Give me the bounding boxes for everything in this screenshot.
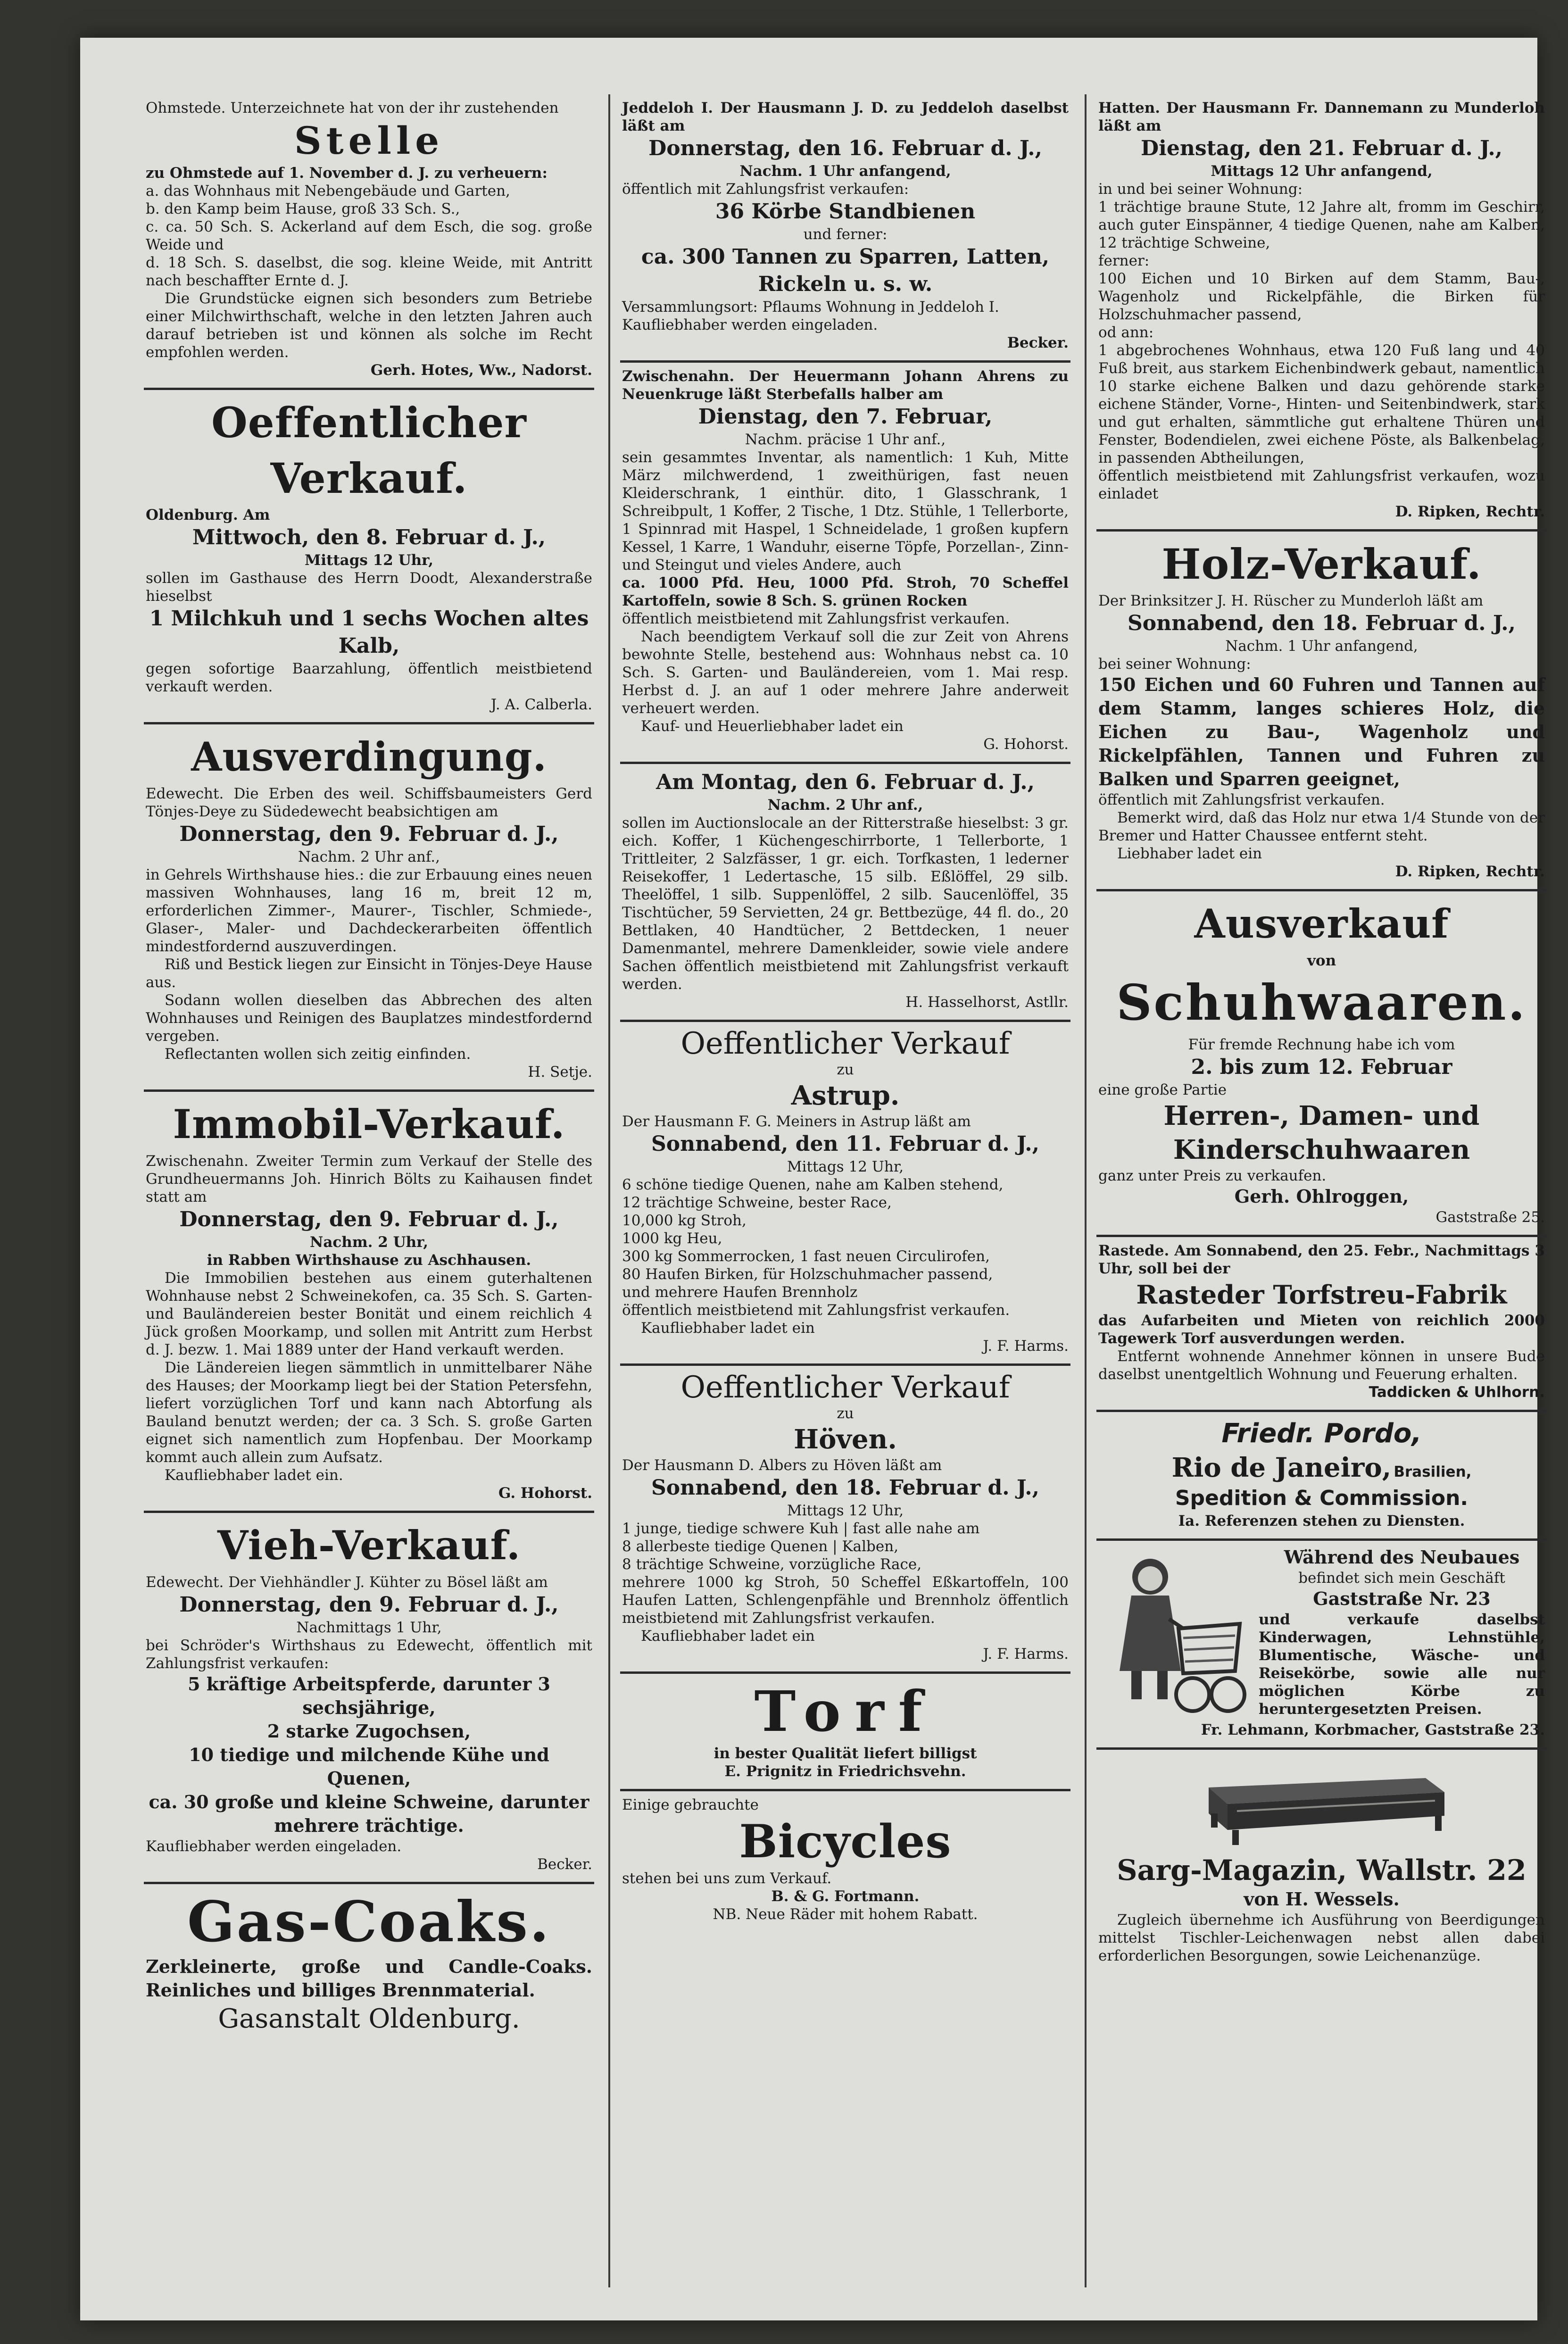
ad-text: Sodann wollen dieselben das Abbrechen des alten Wohnhauses und Reinigen des Bauplatzes mindestfordernd vergeben.	[146, 992, 592, 1045]
ad-date: Dienstag, den 7. Februar,	[698, 405, 993, 429]
ad-headline: Holz-Verkauf.	[1161, 540, 1482, 589]
list-item: 5 kräftige Arbeitspferde, darunter 3 sechsjährige,	[188, 1673, 550, 1718]
ad-time: Nachm. 2 Uhr anf.,	[767, 797, 923, 814]
ad-ausverkauf-schuhwaaren	[1096, 891, 1547, 1237]
ad-text: das Aufarbeiten und Mieten von reichlich 2000 Tagewerk Torf ausverdungen werden.	[1098, 1312, 1545, 1347]
ad-country: Brasilien,	[1394, 1463, 1472, 1480]
ad-text: befindet sich mein Geschäft	[1298, 1570, 1505, 1587]
child-with-pram-illustration	[1098, 1548, 1249, 1718]
ad-headline: Oeffentlicher Verkauf	[680, 1370, 1010, 1405]
ad-text: Jeddeloh I. Der Hausmann J. D. zu Jeddeloh daselbst läßt am	[622, 100, 1069, 134]
ad-text: Zugleich übernehme ich Ausführung von Beerdigungen mittelst Tischler-Leichenwagen nebst allen dabei erforderlichen Besorgungen, sowie Leichenanzüge.	[1098, 1912, 1545, 1964]
ad-signature: H. Setje.	[528, 1064, 592, 1081]
ad-text: Kauf- und Heuerliebhaber ladet ein	[641, 718, 904, 735]
ad-holz-verkauf	[1096, 532, 1547, 891]
ad-text: Kaufliebhaber ladet ein	[641, 1628, 815, 1645]
ad-place: Höven.	[794, 1424, 897, 1455]
list-item: 12 trächtige Schweine, bester Race,	[622, 1194, 892, 1211]
ad-signature: H. Hasselhorst, Astllr.	[905, 994, 1069, 1011]
list-item: 10,000 kg Stroh,	[622, 1212, 747, 1229]
ad-date: Donnerstag, den 16. Februar d. J.,	[648, 136, 1042, 160]
ad-text: Kaufliebhaber werden eingeladen.	[622, 316, 878, 333]
list-item: 6 schöne tiedige Quenen, nahe am Kalben stehend,	[622, 1176, 1004, 1193]
ad-bicycles	[620, 1791, 1070, 1932]
ad-signature: G. Hohorst.	[983, 736, 1069, 753]
ad-headline: Oeffentlicher Verkauf.	[211, 398, 527, 503]
ad-text: Zerkleinerte, große und Candle-Coaks. Reinliches und billiges Brennmaterial.	[146, 1956, 592, 2001]
ad-text: sollen im Gasthause des Herrn Doodt, Alexanderstraße hieselbst	[146, 570, 592, 605]
ad-stelle-ohmstede	[144, 94, 594, 390]
ad-text: Riß und Bestick liegen zur Einsicht in Tönjes-Deye Hause aus.	[146, 956, 592, 991]
ad-headline: Schuhwaaren.	[1116, 973, 1527, 1031]
ad-date: Sonnabend, den 11. Februar d. J.,	[651, 1132, 1039, 1156]
list-item: 80 Haufen Birken, für Holzschuhmacher passend,	[622, 1266, 993, 1283]
ad-date: 2. bis zum 12. Februar	[1191, 1055, 1452, 1079]
ad-time: Mittags 12 Uhr anfangend,	[1211, 163, 1433, 180]
ad-headline: Stelle	[294, 118, 444, 163]
ad-signature: Gerh. Hotes, Ww., Nadorst.	[370, 362, 592, 379]
ad-date: Donnerstag, den 9. Februar d. J.,	[179, 1593, 559, 1617]
ad-jeddeloh-bienen	[620, 94, 1070, 363]
column-right	[1096, 94, 1547, 2287]
ad-signature: Becker.	[1007, 334, 1069, 351]
list-item: ca. 30 große und kleine Schweine, darunter mehrere trächtige.	[149, 1791, 589, 1836]
ad-highlight: Herren-, Damen- und Kinderschuhwaaren	[1163, 1100, 1480, 1165]
ad-signature: Gasanstalt Oldenburg.	[218, 2003, 520, 2034]
ad-place: Astrup.	[791, 1080, 900, 1111]
ad-text: gegen sofortige Baarzahlung, öffentlich meistbietend verkauft werden.	[146, 660, 592, 695]
ad-pordo-rio	[1096, 1412, 1547, 1541]
ad-headline: Ausverdingung.	[191, 733, 547, 780]
ad-text: Der Hausmann F. G. Meiners in Astrup läßt am	[622, 1113, 971, 1130]
ad-text: Edewecht. Die Erben des weil. Schiffsbaumeisters Gerd Tönjes-Deye zu Südedewecht beabsichtigen am	[146, 785, 592, 820]
ad-signature: B. & G. Fortmann.	[771, 1888, 920, 1905]
ad-date: Dienstag, den 21. Februar d. J.,	[1140, 136, 1502, 160]
ad-text: Ia. Referenzen stehen zu Diensten.	[1178, 1513, 1465, 1529]
ad-verkauf-hoeven	[620, 1366, 1070, 1674]
ad-text: Kaufliebhaber werden eingeladen.	[146, 1838, 402, 1855]
ad-gas-coaks	[144, 1884, 594, 2045]
list-item: 1 junge, tiedige schwere Kuh | fast alle nahe am	[622, 1520, 980, 1537]
ad-ausverdingung	[144, 724, 594, 1092]
ad-text: öffentlich mit Zahlungsfrist verkaufen.	[1098, 791, 1385, 808]
ad-sarg-magazin	[1096, 1750, 1547, 1973]
ad-text: Spedition & Commission.	[1175, 1486, 1468, 1510]
ad-auction-ritterstrasse	[620, 764, 1070, 1022]
ad-headline: Rasteder Torfstreu-Fabrik	[1136, 1280, 1507, 1310]
ad-text: Versammlungsort: Pflaums Wohnung in Jeddeloh I.	[622, 299, 999, 316]
ad-lehmann-korbmacher	[1096, 1541, 1547, 1750]
ad-time: Nachm. 2 Uhr,	[309, 1234, 429, 1251]
ad-date: Donnerstag, den 9. Februar d. J.,	[179, 1207, 559, 1231]
ad-name: Friedr. Pordo,	[1221, 1418, 1422, 1449]
ad-signature: J. F. Harms.	[983, 1338, 1069, 1355]
ad-text: Oldenburg. Am	[146, 507, 270, 524]
ad-text: öffentlich meistbietend mit Zahlungsfrist verkaufen.	[622, 1302, 1010, 1319]
ad-signature: D. Ripken, Rechtr.	[1395, 503, 1545, 520]
ad-headline: Immobil-Verkauf.	[173, 1101, 565, 1147]
ad-time: Nachm. 2 Uhr anf.,	[298, 848, 440, 865]
list-item: d. 18 Sch. S. daselbst, die sog. kleine Weide, mit Antritt nach beschaffter Ernte d. J.	[146, 254, 592, 289]
ad-text: Kaufliebhaber ladet ein.	[165, 1467, 343, 1484]
ad-rasteder-torfstreu	[1096, 1237, 1547, 1412]
coffin-illustration	[1190, 1759, 1454, 1849]
ad-torf	[620, 1674, 1070, 1791]
ad-hatten-dannemann	[1096, 94, 1547, 532]
ad-headline: Während des Neubaues	[1284, 1546, 1520, 1568]
ad-time: Mittags 12 Uhr,	[787, 1502, 904, 1519]
ad-text: Entfernt wohnende Annehmer können in unsere Bude daselbst unentgeltlich Wohnung und Feuerung erhalten.	[1098, 1348, 1545, 1383]
ad-text: in bester Qualität liefert billigst	[713, 1745, 977, 1762]
ad-text: öffentlich mit Zahlungsfrist verkaufen:	[622, 181, 909, 198]
ad-text: Zwischenahn. Zweiter Termin zum Verkauf der Stelle des Grundheuermanns Joh. Hinrich Bölts zu Kaihausen findet statt am	[146, 1153, 592, 1205]
ad-text: Zwischenahn. Der Heuermann Johann Ahrens zu Neuenkruge läßt Sterbefalls halber am	[622, 368, 1069, 403]
ad-address: Gaststraße 25.	[1435, 1209, 1545, 1226]
ad-date: Mittwoch, den 8. Februar d. J.,	[192, 525, 546, 549]
ad-text: Die Grundstücke eignen sich besonders zum Betriebe einer Milchwirthschaft, welche in den letzten Jahren auch darauf betrieben ist und können als solche im Recht empfohlen werden.	[146, 290, 592, 361]
ad-text: und ferner:	[803, 226, 888, 243]
ad-time: Mittags 12 Uhr,	[304, 552, 434, 569]
ad-text: 100 Eichen und 10 Birken auf dem Stamm, Bau-, Wagenholz und Rickelpfähle, die Birken für Holzschuhmacher passend,	[1098, 270, 1545, 323]
ad-text: von H. Wessels.	[1244, 1888, 1400, 1910]
ad-text: Einige gebrauchte	[622, 1796, 759, 1813]
list-item: 2 starke Zugochsen,	[267, 1721, 471, 1742]
ad-city: Rio de Janeiro,	[1171, 1452, 1392, 1483]
ad-text: ganz unter Preis zu verkaufen.	[1098, 1167, 1327, 1184]
ad-headline: Sarg-Magazin, Wallstr. 22	[1117, 1854, 1527, 1887]
ad-text: öffentlich meistbietend mit Zahlungsfrist verkaufen, wozu einladet	[1098, 467, 1545, 502]
ad-time: Mittags 12 Uhr,	[787, 1158, 904, 1175]
ad-text: von	[1307, 952, 1336, 969]
ad-text: in Gehrels Wirthshause hies.: die zur Erbauung eines neuen massiven Wohnhauses, lang 16 m, breit 12 m, erforderlichen Zimmer-, Maurer-, Tischler, Schmiede-, Glaser-, Maler- und Dachdeckerarbeiten öffentlich mindestfordernd auszuverdingen.	[146, 866, 592, 955]
list-item: b. den Kamp beim Hause, groß 33 Sch. S.,	[146, 200, 460, 217]
ad-highlight: 1 Milchkuh und 1 sechs Wochen altes Kalb,	[149, 607, 589, 658]
ad-date: Am Montag, den 6. Februar d. J.,	[656, 770, 1035, 794]
ad-date: Sonnabend, den 18. Februar d. J.,	[1128, 611, 1516, 635]
ad-signature: G. Hohorst.	[498, 1485, 592, 1502]
ad-headline: Ausverkauf	[1194, 900, 1449, 947]
ad-text: mehrere 1000 kg Stroh, 50 Scheffel Eßkartoffeln, 100 Haufen Latten, Schlengenpfähle und Brennholz öffentlich meistbietend mit Zahlungsfrist verkaufen.	[622, 1574, 1069, 1627]
ad-headline: Bicycles	[739, 1815, 952, 1868]
ad-text: Bemerkt wird, daß das Holz nur etwa 1/4 Stunde von der Bremer und Hatter Chaussee entfernt steht.	[1098, 809, 1545, 844]
ad-text: Die Immobilien bestehen aus einem guterhaltenen Wohnhause nebst 2 Schweinekofen, ca. 35 Sch. S. Garten- und Bauländereien bester Bonität und einem reichlich 4 Jück großen Moorkamp, und sollen mit Antritt zum Herbst d. J. bezw. 1. Mai 1889 unter der Hand verkauft werden.	[146, 1270, 592, 1358]
ad-signature: Gerh. Ohlroggen,	[1234, 1186, 1409, 1207]
ad-oeffentlicher-verkauf-oldenburg	[144, 390, 594, 724]
ad-verkauf-astrup	[620, 1022, 1070, 1366]
ad-time: Nachmittags 1 Uhr,	[296, 1619, 442, 1636]
ad-signature: D. Ripken, Rechtr.	[1395, 863, 1545, 880]
column-divider	[1085, 94, 1087, 2287]
list-item: 8 allerbeste tiedige Quenen | Kalben,	[622, 1538, 899, 1555]
ad-zwischenahn-inventar	[620, 363, 1070, 764]
ad-intro: Ohmstede. Unterzeichnete hat von der ihr zustehenden	[146, 100, 559, 116]
column-middle	[620, 94, 1070, 2287]
ad-text: 1 trächtige braune Stute, 12 Jahre alt, fromm im Geschirr, auch guter Einspänner, 4 tiedige Quenen, nahe am Kalben, 12 trächtige Schweine,	[1098, 199, 1545, 251]
ad-highlight: 36 Körbe Standbienen	[715, 199, 976, 224]
ad-time: Nachm. 1 Uhr anfangend,	[1225, 638, 1418, 655]
ad-text: ferner:	[1098, 252, 1150, 269]
ad-date: Donnerstag, den 9. Februar d. J.,	[179, 822, 559, 846]
ad-highlight: 150 Eichen und 60 Fuhren und Tannen auf dem Stamm, langes schieres Holz, die Eichen zu Bau-, Wagenholz und Rickelpfählen, Tannen und Fuhren zu Balken und Sparren geeignet,	[1098, 674, 1545, 790]
ad-text: Für fremde Rechnung habe ich vom	[1188, 1036, 1455, 1053]
ad-text: Reflectanten wollen sich zeitig einfinden.	[165, 1046, 471, 1063]
list-item: 10 tiedige und milchende Kühe und Quenen,	[189, 1744, 549, 1789]
ad-text: bei Schröder's Wirthshaus zu Edewecht, öffentlich mit Zahlungsfrist verkaufen:	[146, 1637, 592, 1672]
ad-text: Edewecht. Der Viehhändler J. Kühter zu Bösel läßt am	[146, 1574, 548, 1591]
ad-text: Rastede. Am Sonnabend, den 25. Febr., Nachmittags 3 Uhr, soll bei der	[1098, 1242, 1545, 1277]
ad-signature: Taddicken & Uhlhorn.	[1369, 1384, 1545, 1401]
ad-text: Kaufliebhaber ladet ein	[641, 1320, 815, 1337]
ad-text: sollen im Auctionslocale an der Ritterstraße hieselbst: 3 gr. eich. Koffer, 1 Küchengeschirrborte, 1 Tellerborte, 1 Trittleiter, 2 Salzfässer, 1 gr. eich. Torfkasten, 1 lederner Reisekoffer, 1 Ledertasche, 15 silb. Eßlöffel, 29 silb. Theelöffel, 1 silb. Suppenlöffel, 2 silb. Saucenlöffel, 35 Tischtücher, 59 Servietten, 24 gr. Bettbezüge, 44 fl. do., 20 Bettlaken, 40 Handtücher, 2 Bettdecken, 1 neuer Damenmantel, mehrere Damenkleider, sowie viele andere Sachen öffentlich meistbietend mit Zahlungsfrist verkauft werden.	[622, 815, 1069, 993]
ad-highlight: ca. 1000 Pfd. Heu, 1000 Pfd. Stroh, 70 Scheffel Kartoffeln, sowie 8 Sch. S. grünen Rocken	[622, 574, 1069, 609]
list-item: a. das Wohnhaus mit Nebengebäude und Garten,	[146, 183, 510, 199]
ad-address: Gaststraße Nr. 23	[1313, 1588, 1491, 1609]
ad-date: Sonnabend, den 18. Februar d. J.,	[651, 1476, 1039, 1500]
list-item: 1000 kg Heu,	[622, 1230, 722, 1247]
ad-text: eine große Partie	[1098, 1081, 1227, 1098]
column-divider	[608, 94, 610, 2287]
ad-signature: Fr. Lehmann, Korbmacher, Gaststraße 23.	[1201, 1721, 1545, 1738]
list-item: und mehrere Haufen Brennholz	[622, 1284, 858, 1301]
ad-headline: Oeffentlicher Verkauf	[680, 1026, 1010, 1061]
ad-note: NB. Neue Räder mit hohem Rabatt.	[713, 1906, 978, 1923]
ad-time: Nachm. präcise 1 Uhr anf.,	[745, 431, 946, 448]
ad-text: Liebhaber ladet ein	[1117, 845, 1262, 862]
ad-text: Der Brinksitzer J. H. Rüscher zu Munderloh läßt am	[1098, 592, 1484, 609]
ad-headline: Torf	[754, 1679, 937, 1744]
ad-immobil-verkauf	[144, 1092, 594, 1513]
ad-text: sein gesammtes Inventar, als namentlich: 1 Kuh, Mitte März milchwerdend, 1 zweithürigen, fast neuen Kleiderschrank, 1 einthür. dito, 1 Glasschrank, 1 Schreibpult, 1 Koffer, 2 Tische, 1 Dtz. Stühle, 1 Tellerborte, 1 Spinnrad mit Haspel, 1 Schneidelade, 1 großen kupfern Kessel, 1 Karre, 1 Wanduhr, eiserne Töpfe, Porzellan-, Zinn- und Steingut und vieles Andere, auch	[622, 449, 1069, 574]
ad-headline: Gas-Coaks.	[187, 1889, 551, 1954]
list-item: 300 kg Sommerrocken, 1 fast neuen Circulirofen,	[622, 1248, 990, 1265]
ad-text: 1 abgebrochenes Wohnhaus, etwa 120 Fuß lang und 40 Fuß breit, aus starkem Eichenbindwerk gebaut, namentlich 10 starke eichene Balken und dazu gehörende starke eichene Ständer, Vorne-, Hinten- und Seitenbindwerk, stark und gut erhalten, sämmtliche gut erhaltene Thüren und Fenster, Bodendielen, zwei eichene Pöste, als Balkenbelag, in passenden Abtheilungen,	[1098, 342, 1545, 466]
ad-text: öffentlich meistbietend mit Zahlungsfrist verkaufen.	[622, 610, 1010, 627]
ad-signature: J. F. Harms.	[983, 1646, 1069, 1662]
ad-signature: J. A. Calberla.	[490, 696, 592, 713]
column-left	[144, 94, 594, 2287]
ad-highlight: ca. 300 Tannen zu Sparren, Latten, Rickeln u. s. w.	[641, 245, 1050, 296]
ad-text: zu Ohmstede auf 1. November d. J. zu verheuern:	[146, 165, 548, 182]
ad-text: bei seiner Wohnung:	[1098, 656, 1251, 673]
ad-text: und verkaufe daselbst Kinderwagen, Lehnstühle, Blumentische, Wäsche- und Reisekörbe, sowie alle nur möglichen Körbe zu heruntergesetzten Preisen.	[1259, 1611, 1545, 1718]
ad-signature: E. Prignitz in Friedrichsvehn.	[724, 1763, 966, 1780]
ad-vieh-verkauf	[144, 1513, 594, 1884]
ad-text: in und bei seiner Wohnung:	[1098, 181, 1303, 198]
ad-text: Hatten. Der Hausmann Fr. Dannemann zu Munderloh läßt am	[1098, 100, 1545, 134]
ad-text: Die Ländereien liegen sämmtlich in unmittelbarer Nähe des Hauses; der Moorkamp liegt bei der Station Petersfehn, liefert vorzüglichen Torf und kann nach Abtorfung als Bauland benutzt werden; der ca. 3 Sch. S. große Garten eignet sich namentlich zum Hopfenbau. Der Moorkamp kommt auch allein zum Aufsatz.	[146, 1359, 592, 1466]
ad-text: zu	[837, 1061, 854, 1078]
ad-time: Nachm. 1 Uhr anfangend,	[739, 163, 951, 180]
newspaper-page	[80, 38, 1545, 2320]
list-item: 8 trächtige Schweine, vorzügliche Race,	[622, 1556, 922, 1573]
ad-text: od ann:	[1098, 324, 1154, 341]
ad-text: stehen bei uns zum Verkauf.	[622, 1870, 832, 1887]
ad-text: zu	[837, 1405, 854, 1422]
ad-text: Nach beendigtem Verkauf soll die zur Zeit von Ahrens bewohnte Stelle, bestehend aus: Wohnhaus nebst ca. 10 Sch. S. Garten- und Bauländereien, vom 1. Mai resp. Herbst d. J. an auf 1 oder mehrere Jahre anderweit verheuert werden.	[622, 628, 1069, 717]
ad-text: Der Hausmann D. Albers zu Höven läßt am	[622, 1457, 942, 1474]
ad-signature: Becker.	[537, 1856, 592, 1873]
ad-text: in Rabben Wirthshause zu Aschhausen.	[207, 1252, 531, 1269]
ad-headline: Vieh-Verkauf.	[217, 1522, 521, 1569]
list-item: c. ca. 50 Sch. S. Ackerland auf dem Esch, die sog. große Weide und	[146, 218, 592, 253]
